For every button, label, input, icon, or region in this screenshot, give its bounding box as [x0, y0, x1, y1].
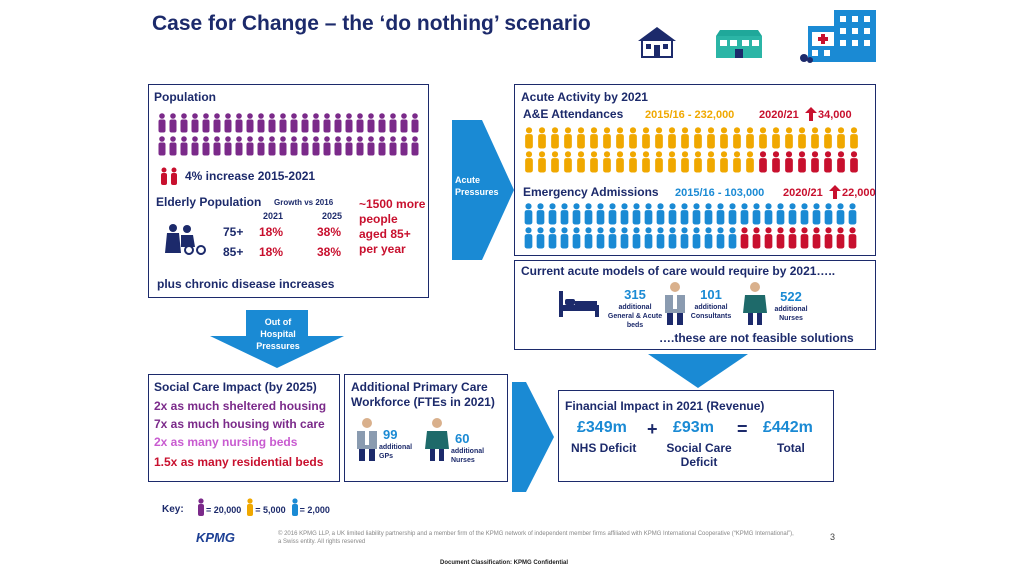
person-icon — [787, 203, 798, 225]
person-icon — [727, 227, 738, 249]
financial-header: Financial Impact in 2021 (Revenue) — [565, 399, 765, 413]
nhs-value: £349m — [577, 419, 627, 436]
person-icon — [595, 203, 606, 225]
person-icon — [751, 203, 762, 225]
chronic-disease-note: plus chronic disease increases — [157, 277, 335, 291]
person-icon — [835, 203, 846, 225]
consultant-icon — [663, 281, 687, 330]
house-icon — [636, 25, 678, 64]
person-icon — [667, 203, 678, 225]
person-icon — [212, 136, 222, 156]
social-line-nursing: 2x as many nursing beds — [154, 435, 298, 449]
person-icon — [559, 203, 570, 225]
person-icon — [333, 136, 343, 156]
person-icon — [848, 127, 860, 149]
person-icon — [822, 151, 834, 173]
person-icon — [727, 203, 738, 225]
person-icon — [848, 151, 860, 173]
consultants-value: 101 — [700, 287, 722, 302]
person-icon — [614, 151, 626, 173]
person-icon — [535, 227, 546, 249]
person-icon — [157, 113, 167, 133]
person-icon — [535, 203, 546, 225]
person-icon — [619, 227, 630, 249]
person-icon — [783, 127, 795, 149]
person-icon — [190, 113, 200, 133]
person-icon — [583, 227, 594, 249]
person-icon — [614, 127, 626, 149]
page-title: Case for Change – the ‘do nothing’ scenario — [152, 12, 591, 35]
person-icon — [835, 227, 846, 249]
person-icon — [523, 127, 535, 149]
person-icon — [607, 227, 618, 249]
person-icon — [796, 127, 808, 149]
key-person-amber-icon — [245, 498, 255, 521]
person-icon — [775, 227, 786, 249]
person-icon-red — [159, 167, 181, 190]
equals-sign: = — [737, 419, 748, 439]
person-icon — [631, 203, 642, 225]
person-icon — [607, 203, 618, 225]
person-icon — [179, 113, 189, 133]
person-icon — [691, 227, 702, 249]
person-icon — [809, 151, 821, 173]
person-icon — [627, 127, 639, 149]
person-icon — [731, 151, 743, 173]
age-85-2025: 38% — [317, 245, 342, 259]
social-deficit-label: Social Care Deficit — [666, 441, 732, 469]
to-financial-arrow — [648, 354, 748, 388]
person-icon — [190, 136, 200, 156]
person-icon — [595, 227, 606, 249]
em-increase: 22,000 — [842, 187, 876, 199]
person-icon — [410, 113, 420, 133]
key-person-blue-icon — [290, 498, 300, 521]
ae-up-arrow-icon — [805, 107, 817, 126]
person-icon — [666, 127, 678, 149]
person-icon — [835, 127, 847, 149]
models-footer: ….these are not feasible solutions — [659, 331, 854, 345]
person-icon — [751, 227, 762, 249]
person-icon — [653, 127, 665, 149]
person-icon — [179, 136, 189, 156]
person-icon — [388, 136, 398, 156]
kpmg-logo: KPMG — [196, 530, 235, 545]
person-icon — [703, 227, 714, 249]
person-icon — [278, 113, 288, 133]
person-icon — [536, 151, 548, 173]
total-value: £442m — [763, 419, 813, 436]
age-85-label: 85+ — [223, 245, 244, 259]
person-icon — [666, 151, 678, 173]
person-icon — [377, 136, 387, 156]
hospital-icon — [800, 10, 878, 69]
person-icon — [562, 127, 574, 149]
beds-value: 315 — [624, 287, 646, 302]
person-icon — [549, 151, 561, 173]
person-icon — [692, 151, 704, 173]
person-icon — [344, 136, 354, 156]
person-icon — [757, 151, 769, 173]
person-icon — [333, 113, 343, 133]
to-financial-right-arrow — [512, 382, 554, 492]
person-icon — [799, 203, 810, 225]
population-increase: 4% increase 2015-2021 — [185, 169, 316, 183]
person-icon — [571, 227, 582, 249]
out-of-hospital-label: Out of Hospital Pressures — [256, 317, 300, 351]
person-icon — [575, 151, 587, 173]
growth-header: Growth vs 2016 — [274, 198, 334, 207]
person-icon — [739, 227, 750, 249]
person-icon — [366, 136, 376, 156]
consultants-caption: additional Consultants — [690, 304, 732, 320]
person-icon — [588, 127, 600, 149]
person-icon — [763, 203, 774, 225]
person-icon — [245, 113, 255, 133]
social-line-housing-care: 7x as much housing with care — [154, 417, 325, 431]
col-2021: 2021 — [263, 211, 284, 221]
key-purple-value: = 20,000 — [206, 504, 242, 515]
person-icon — [355, 113, 365, 133]
em-people-grid — [523, 203, 873, 251]
social-header: Social Care Impact (by 2025) — [154, 380, 317, 394]
elderly-people-icon — [163, 223, 209, 260]
person-icon — [811, 227, 822, 249]
person-icon — [201, 136, 211, 156]
person-icon — [640, 151, 652, 173]
person-icon — [640, 127, 652, 149]
person-icon — [667, 227, 678, 249]
person-icon — [643, 227, 654, 249]
person-icon — [631, 227, 642, 249]
person-icon — [679, 203, 690, 225]
key-label: Key: — [162, 504, 184, 515]
person-icon — [787, 227, 798, 249]
models-of-care-panel — [514, 260, 876, 350]
person-row — [523, 127, 861, 149]
em-up-arrow-icon — [829, 185, 841, 204]
person-icon — [278, 136, 288, 156]
person-icon — [588, 151, 600, 173]
person-icon — [775, 203, 786, 225]
person-icon — [267, 136, 277, 156]
age-75-label: 75+ — [223, 225, 244, 239]
person-icon — [715, 227, 726, 249]
person-icon — [799, 227, 810, 249]
person-icon — [601, 151, 613, 173]
person-icon — [643, 203, 654, 225]
document-classification: Document Classification: KPMG Confidential — [440, 560, 569, 566]
population-header: Population — [154, 90, 216, 104]
col-2025: 2025 — [322, 211, 343, 221]
page-number: 3 — [830, 532, 836, 542]
person-icon — [562, 151, 574, 173]
person-icon — [601, 127, 613, 149]
person-icon — [223, 136, 233, 156]
person-icon — [168, 113, 178, 133]
person-icon — [536, 127, 548, 149]
person-icon — [212, 113, 222, 133]
person-icon — [809, 127, 821, 149]
person-row — [523, 151, 861, 173]
person-icon — [823, 203, 834, 225]
gp-caption: additional GPs — [379, 444, 413, 460]
person-icon — [692, 127, 704, 149]
key-blue-value: = 2,000 — [299, 504, 330, 515]
person-icon — [559, 227, 570, 249]
person-icon — [168, 136, 178, 156]
primary-header: Additional Primary Care Workforce (FTEs in 2021) — [351, 380, 495, 409]
age-75-2025: 38% — [317, 225, 342, 239]
social-line-residential: 1.5x as many residential beds — [154, 455, 324, 469]
person-icon — [355, 136, 365, 156]
person-icon — [289, 136, 299, 156]
person-icon — [847, 203, 858, 225]
person-icon — [256, 113, 266, 133]
person-icon — [847, 227, 858, 249]
person-icon — [691, 203, 702, 225]
total-label: Total — [777, 441, 805, 455]
person-icon — [234, 113, 244, 133]
person-icon — [245, 136, 255, 156]
person-icon — [366, 113, 376, 133]
person-icon — [655, 227, 666, 249]
person-icon — [289, 113, 299, 133]
population-people-grid — [157, 113, 427, 159]
person-icon — [523, 227, 534, 249]
person-icon — [770, 151, 782, 173]
person-icon — [547, 227, 558, 249]
key-person-purple-icon — [196, 498, 206, 521]
person-icon — [523, 203, 534, 225]
person-icon — [796, 151, 808, 173]
em-label: Emergency Admissions — [523, 185, 659, 199]
ae-people-grid — [523, 127, 873, 175]
social-value: £93m — [673, 419, 714, 436]
clinic-icon — [712, 28, 766, 65]
person-icon — [410, 136, 420, 156]
person-icon — [311, 136, 321, 156]
ae-year: 2020/21 — [759, 109, 799, 121]
plus-sign: + — [647, 419, 658, 439]
person-icon — [783, 151, 795, 173]
person-icon — [300, 136, 310, 156]
person-icon — [679, 151, 691, 173]
person-icon — [267, 113, 277, 133]
person-icon — [823, 227, 834, 249]
person-icon — [377, 113, 387, 133]
person-icon — [679, 227, 690, 249]
social-care-panel — [148, 374, 340, 482]
person-icon — [811, 203, 822, 225]
person-icon — [311, 113, 321, 133]
nurse-icon — [743, 281, 767, 330]
person-row — [157, 136, 421, 156]
person-icon — [571, 203, 582, 225]
person-row — [157, 113, 421, 133]
person-icon — [201, 113, 211, 133]
person-icon — [547, 203, 558, 225]
nurses-caption: additional Nurses — [774, 306, 808, 322]
person-icon — [157, 136, 167, 156]
social-line-sheltered: 2x as much sheltered housing — [154, 399, 327, 413]
person-icon — [344, 113, 354, 133]
person-icon — [234, 136, 244, 156]
person-icon — [399, 136, 409, 156]
ae-base: 2015/16 - 232,000 — [645, 109, 735, 121]
person-icon — [835, 151, 847, 173]
acute-pressures-label: Acute Pressures — [455, 175, 499, 197]
ae-increase: 34,000 — [818, 109, 852, 121]
person-icon — [718, 151, 730, 173]
person-icon — [703, 203, 714, 225]
person-icon — [705, 151, 717, 173]
extra-85-note: ~1500 more people aged 85+ per year — [359, 197, 426, 256]
elderly-header: Elderly Population — [156, 195, 262, 209]
nhs-label: NHS Deficit — [571, 441, 637, 455]
primary-care-panel — [344, 374, 508, 482]
primary-nurse-value: 60 — [455, 431, 470, 446]
person-icon — [399, 113, 409, 133]
person-row — [523, 227, 859, 249]
person-icon — [575, 127, 587, 149]
primary-nurse-caption: additional Nurses — [451, 448, 485, 464]
person-icon — [523, 151, 535, 173]
financial-panel — [558, 390, 834, 482]
person-icon — [655, 203, 666, 225]
person-icon — [583, 203, 594, 225]
key-amber-value: = 5,000 — [255, 504, 286, 515]
person-icon — [822, 127, 834, 149]
person-icon — [705, 127, 717, 149]
ae-label: A&E Attendances — [523, 107, 624, 121]
acute-header: Acute Activity by 2021 — [521, 90, 648, 104]
person-icon — [322, 136, 332, 156]
person-icon — [549, 127, 561, 149]
person-icon — [757, 127, 769, 149]
person-row — [523, 203, 859, 225]
person-icon — [718, 127, 730, 149]
age-85-2021: 18% — [259, 245, 284, 259]
person-icon — [744, 151, 756, 173]
nurses-value: 522 — [780, 289, 802, 304]
person-icon — [744, 127, 756, 149]
age-75-2021: 18% — [259, 225, 284, 239]
primary-nurse-icon — [425, 417, 449, 466]
population-panel — [148, 84, 429, 298]
acute-activity-panel — [514, 84, 876, 256]
person-icon — [731, 127, 743, 149]
person-icon — [223, 113, 233, 133]
person-icon — [619, 203, 630, 225]
person-icon — [256, 136, 266, 156]
key-legend — [196, 498, 330, 521]
beds-caption: additional General & Acute beds — [607, 304, 663, 329]
gp-value: 99 — [383, 427, 398, 442]
person-icon — [322, 113, 332, 133]
person-icon — [763, 227, 774, 249]
em-base: 2015/16 - 103,000 — [675, 187, 765, 199]
em-year: 2020/21 — [783, 187, 823, 199]
person-icon — [627, 151, 639, 173]
person-icon — [653, 151, 665, 173]
person-icon — [739, 203, 750, 225]
person-icon — [679, 127, 691, 149]
person-icon — [770, 127, 782, 149]
bed-icon — [559, 291, 599, 322]
gp-icon — [355, 417, 379, 466]
person-icon — [715, 203, 726, 225]
models-header: Current acute models of care would require by 2021….. — [521, 264, 836, 278]
person-icon — [300, 113, 310, 133]
person-icon — [388, 113, 398, 133]
legal-footer: © 2016 KPMG LLP, a UK limited liability partnership and a member firm of the KPMG network of independent member firms affiliated with KPMG International Cooperative (“KPMG International”), a Swiss entity. All rights reserved — [278, 531, 794, 545]
